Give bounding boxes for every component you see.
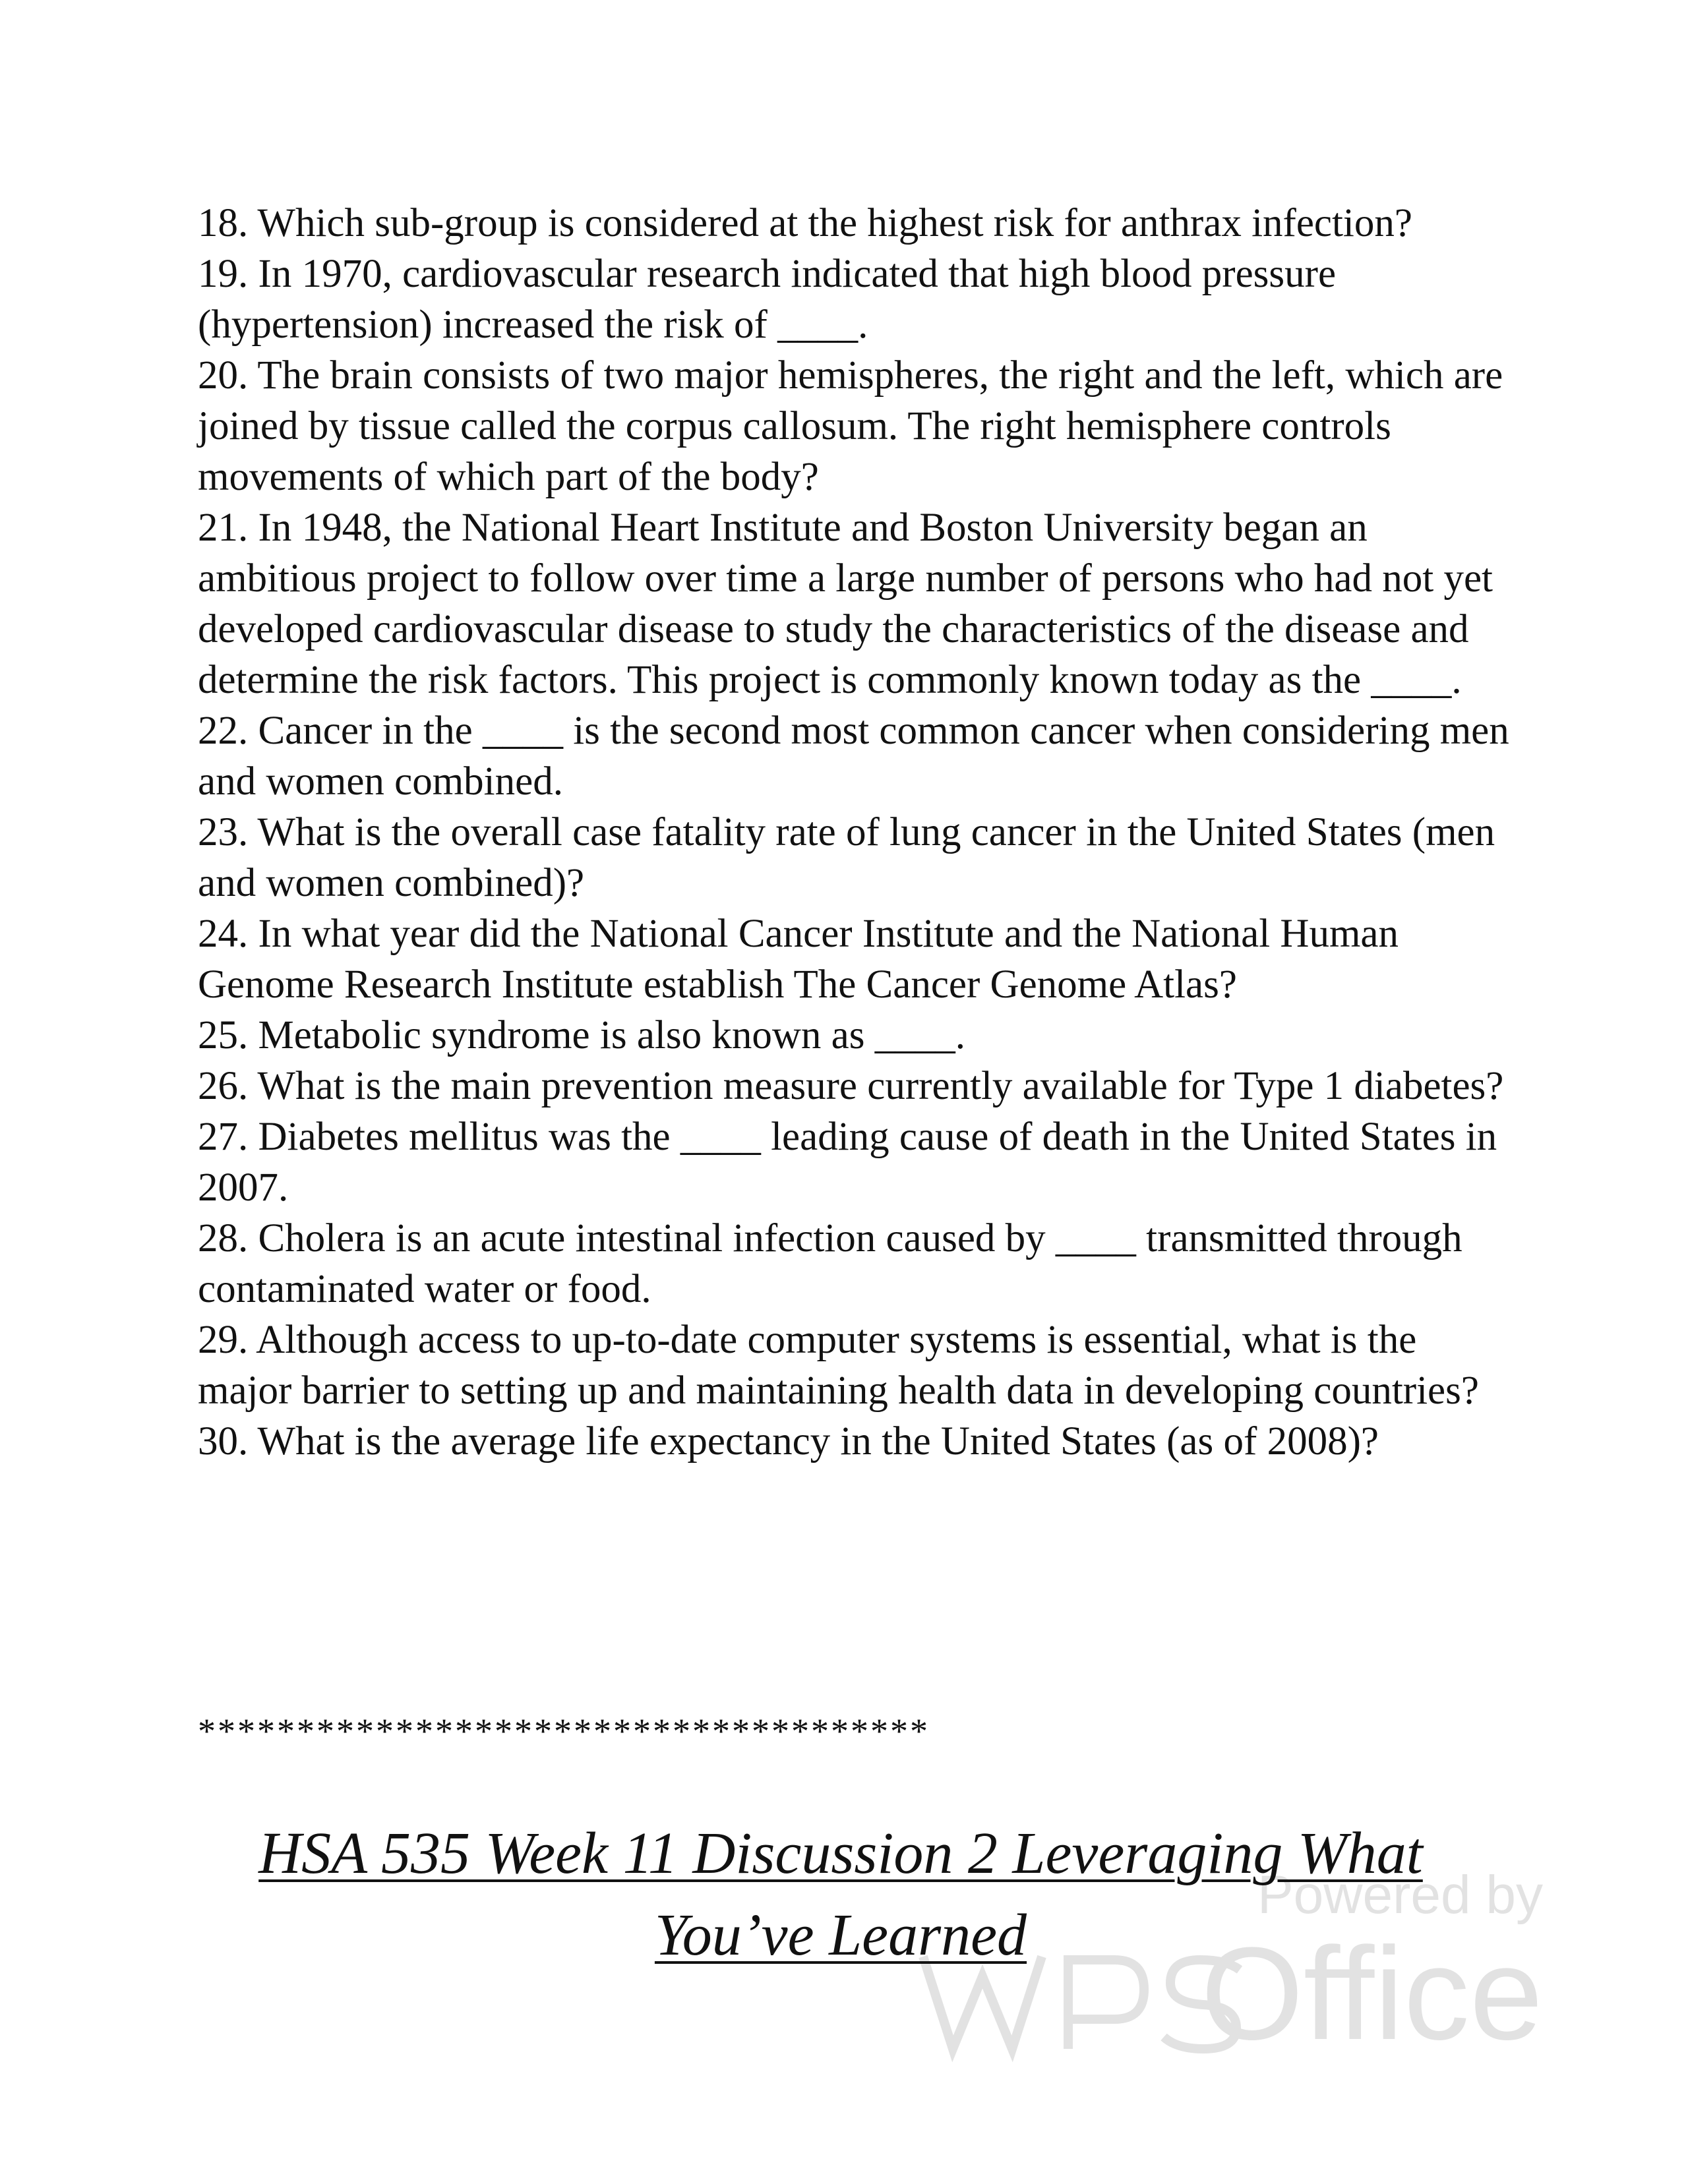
question-28: 28. Cholera is an acute intestinal infection caused by ____ transmitted through contaminated water or food. bbox=[198, 1216, 1462, 1311]
question-26: 26. What is the main prevention measure currently available for Type 1 diabetes? bbox=[198, 1064, 1504, 1108]
question-21: 21. In 1948, the National Heart Institute and Boston University began an ambitious project to follow over time a large number of persons who had not yet developed cardiovascular disease to study the characteristics of the disease and determine the risk factors. This project is commonly known today as the ____. bbox=[198, 506, 1493, 702]
watermark-brand-office: Office bbox=[1201, 1920, 1543, 2067]
question-30: 30. What is the average life expectancy in the United States (as of 2008)? bbox=[198, 1419, 1379, 1463]
question-20: 20. The brain consists of two major hemispheres, the right and the left, which are joined by tissue called the corpus callosum. The right hemisphere controls movements of which part of the body? bbox=[198, 353, 1503, 499]
question-27: 27. Diabetes mellitus was the ____ leading cause of death in the United States in 2007. bbox=[198, 1115, 1497, 1210]
question-18: 18. Which sub-group is considered at the highest risk for anthrax infection? bbox=[198, 201, 1412, 245]
question-list bbox=[198, 198, 1517, 1467]
question-19: 19. In 1970, cardiovascular research indicated that high blood pressure (hypertension) increased the risk of ____. bbox=[198, 252, 1337, 347]
question-23: 23. What is the overall case fatality rate of lung cancer in the United States (men and women combined)? bbox=[198, 810, 1495, 905]
question-25: 25. Metabolic syndrome is also known as ____. bbox=[198, 1013, 965, 1057]
heading-line-1: HSA 535 Week 11 Discussion 2 Leveraging What bbox=[258, 1821, 1423, 1886]
question-24: 24. In what year did the National Cancer Institute and the National Human Genome Research Institute establish The Cancer Genome Atlas? bbox=[198, 912, 1399, 1007]
question-29: 29. Although access to up-to-date computer systems is essential, what is the major barrier to setting up and maintaining health data in developing countries? bbox=[198, 1318, 1479, 1413]
heading-line-2: You’ve Learned bbox=[654, 1903, 1027, 1968]
separator-stars: ************************************* bbox=[198, 1711, 930, 1751]
question-22: 22. Cancer in the ____ is the second most common cancer when considering men and women combined. bbox=[198, 709, 1509, 804]
discussion-heading bbox=[198, 1813, 1484, 1976]
watermark-powered-by: Powered by bbox=[1257, 1865, 1543, 1925]
